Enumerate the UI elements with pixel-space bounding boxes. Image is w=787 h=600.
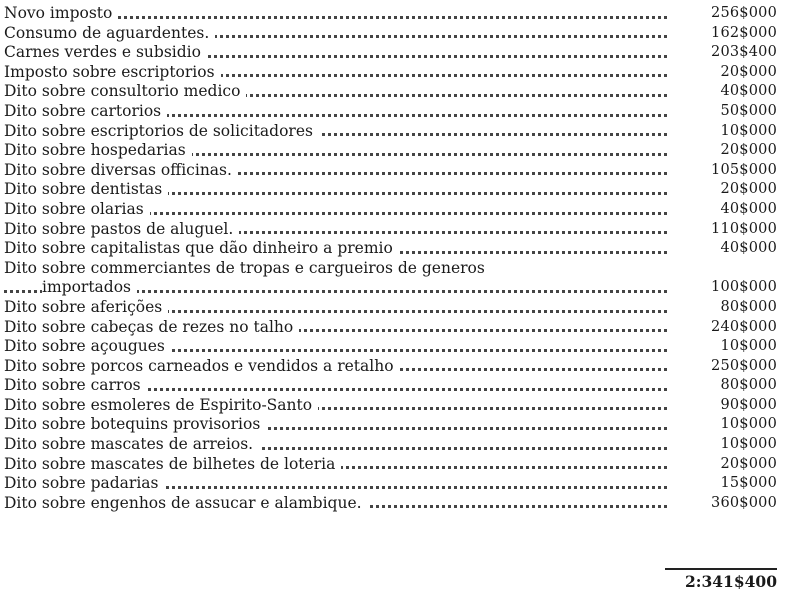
row-label: Dito sobre commerciantes de tropas e cargueiros de generos: [4, 259, 491, 277]
row-label: Dito sobre botequins provisorios: [4, 415, 266, 433]
row-amount: 20$000: [720, 181, 777, 198]
row-amount: 203$400: [711, 44, 777, 61]
ledger-row: [4, 43, 777, 63]
ledger-row: [4, 435, 777, 455]
row-amount: 10$000: [720, 122, 777, 139]
row-label: Dito sobre esmoleres de Espirito-Santo: [4, 396, 318, 414]
row-label: Dito sobre escriptorios de solicitadores: [4, 122, 319, 140]
row-label-continued: importados: [42, 278, 137, 296]
ledger-row: [4, 141, 777, 161]
row-label: Dito sobre aferições: [4, 298, 168, 316]
row-label: Dito sobre padarias: [4, 474, 164, 492]
row-label: Dito sobre mascates de bilhetes de loteria: [4, 455, 341, 473]
ledger-row: [4, 63, 777, 83]
ledger-row: [4, 318, 777, 338]
row-amount: 10$000: [720, 338, 777, 355]
row-amount: 10$000: [720, 416, 777, 433]
ledger-row: [4, 455, 777, 475]
row-label: Dito sobre capitalistas que dão dinheiro a premio: [4, 239, 399, 257]
row-label: Dito sobre carros: [4, 376, 147, 394]
row-label: Imposto sobre escriptorios: [4, 63, 221, 81]
row-amount: 40$000: [720, 200, 777, 217]
row-label: Novo imposto: [4, 4, 118, 22]
ledger-row: [4, 82, 777, 102]
row-amount: 100$000: [711, 279, 777, 296]
total-rule: [665, 568, 777, 570]
row-amount: 50$000: [720, 102, 777, 119]
row-amount: 240$000: [711, 318, 777, 335]
ledger-row: [4, 180, 777, 200]
tax-ledger: [4, 4, 777, 513]
row-label: Dito sobre dentistas: [4, 180, 168, 198]
row-amount: 256$000: [711, 5, 777, 21]
ledger-row: [4, 337, 777, 357]
row-label: Dito sobre olarias: [4, 200, 150, 218]
ledger-row: [4, 396, 777, 416]
row-amount: 20$000: [720, 142, 777, 159]
row-amount: 360$000: [711, 494, 777, 511]
row-label: Dito sobre pastos de aluguel.: [4, 220, 239, 238]
row-label: Consumo de aguardentes.: [4, 24, 215, 42]
row-label: Dito sobre hospedarias: [4, 141, 192, 159]
ledger-row: [4, 4, 777, 24]
row-amount: 90$000: [720, 396, 777, 413]
row-amount: 20$000: [720, 455, 777, 472]
row-label: Dito sobre porcos carneados e vendidos a retalho: [4, 357, 400, 375]
row-amount: 20$000: [720, 63, 777, 80]
ledger-row: [4, 102, 777, 122]
row-amount: 105$000: [711, 161, 777, 178]
row-label: Carnes verdes e subsidio: [4, 43, 207, 61]
row-label: Dito sobre cabeças de rezes no talho: [4, 318, 299, 336]
ledger-row: [4, 376, 777, 396]
row-label: Dito sobre açougues: [4, 337, 171, 355]
row-label: Dito sobre diversas officinas.: [4, 161, 238, 179]
row-label: Dito sobre consultorio medico: [4, 82, 246, 100]
ledger-row: [4, 200, 777, 220]
row-label: Dito sobre mascates de arreios.: [4, 435, 259, 453]
row-amount: 250$000: [711, 357, 777, 374]
ledger-row: [4, 122, 777, 142]
ledger-row: [4, 298, 777, 318]
row-amount: 80$000: [720, 298, 777, 315]
row-amount: 40$000: [720, 83, 777, 100]
row-amount: 162$000: [711, 24, 777, 41]
row-amount: 80$000: [720, 377, 777, 394]
row-amount: 110$000: [711, 220, 777, 237]
row-amount: 40$000: [720, 240, 777, 257]
row-label: Dito sobre engenhos de assucar e alambique.: [4, 494, 368, 512]
row-amount: 15$000: [720, 475, 777, 492]
ledger-row: [4, 494, 777, 514]
ledger-row: [4, 474, 777, 494]
ledger-row: [4, 259, 777, 298]
row-amount: 10$000: [720, 436, 777, 453]
ledger-row: [4, 357, 777, 377]
total-amount: 2:341$400: [684, 572, 777, 591]
ledger-row: [4, 24, 777, 44]
ledger-total: [665, 568, 777, 591]
ledger-row: [4, 161, 777, 181]
row-label: Dito sobre cartorios: [4, 102, 167, 120]
ledger-row: [4, 415, 777, 435]
ledger-row: [4, 239, 777, 259]
ledger-row: [4, 220, 777, 240]
